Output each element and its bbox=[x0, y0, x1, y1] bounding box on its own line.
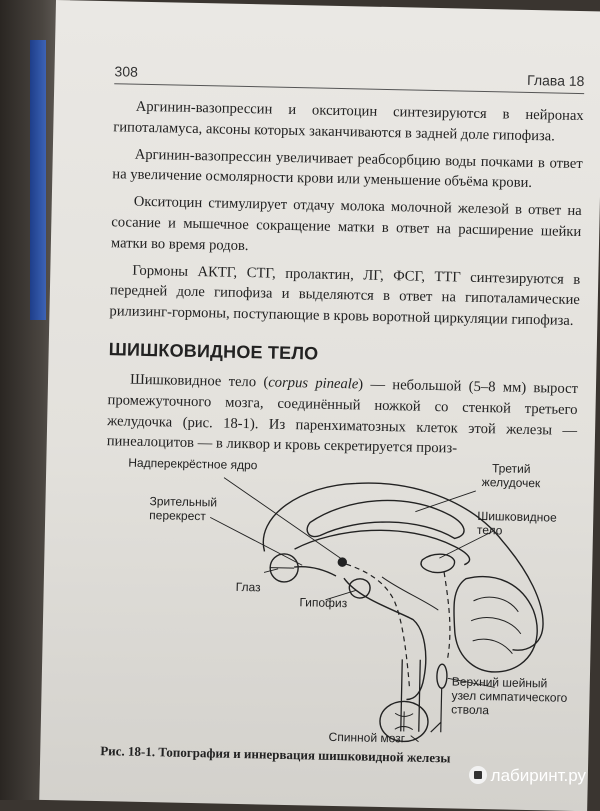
section-title: ШИШКОВИДНОЕ ТЕЛО bbox=[108, 339, 319, 364]
paragraph: Аргинин-вазопрессин и окситоцин синтезируются в нейронах гипоталамуса, аксоны которых заканчиваются в задней доле гипофиза. bbox=[113, 98, 584, 145]
chapter-title: Глава 18 bbox=[526, 71, 585, 90]
superior-cervical-ganglion bbox=[437, 664, 448, 688]
optic-chiasm bbox=[294, 567, 336, 576]
figure-18-1 bbox=[100, 453, 576, 753]
section-paragraph bbox=[107, 369, 579, 462]
label-suprachiasmatic: Надперекрёстное ядро bbox=[128, 455, 258, 473]
paragraph: Гормоны АКТГ, СТГ, пролактин, ЛГ, ФСГ, ТТГ синтезируются в передней доле гипофиза и выделяются в ответ на гипоталамические рилизинг-гормоны, поступающие в кровь воротной циркуляции гипофиза. bbox=[109, 262, 581, 330]
label-ganglion: Верхний шейный узел симпатического ствола bbox=[451, 674, 568, 718]
brain-outline bbox=[261, 481, 546, 651]
label-pineal-body: Шишковидное тело bbox=[476, 508, 557, 538]
third-ventricle-outline bbox=[307, 499, 465, 540]
watermark-text: лабиринт.ру bbox=[490, 766, 586, 785]
pineal-body bbox=[421, 554, 455, 573]
watermark bbox=[469, 766, 586, 786]
pituitary bbox=[349, 579, 370, 598]
page-header bbox=[114, 61, 584, 94]
cerebellum bbox=[453, 576, 539, 673]
latin-term: corpus pineale bbox=[268, 374, 359, 393]
suprachiasmatic-nucleus bbox=[338, 558, 346, 566]
label-spinal-cord: Спинной мозг bbox=[328, 729, 406, 746]
body-text bbox=[109, 96, 584, 338]
book-cover-strip bbox=[30, 40, 46, 320]
paragraph: Аргинин-вазопрессин увеличивает реабсорбцию воды почками в ответ на увеличение осмолярности крови или уменьшение объёма крови. bbox=[112, 146, 583, 192]
paragraph: Окситоцин стимулирует отдачу молока молочной железой в ответ на сосание и мышечное сокращение матки в ответ на расширение шейки матки во время родов. bbox=[110, 193, 582, 254]
paragraph-end: ) — небольшой (5–8 мм) вырост промежуточного мозга, соединённый ножкой со стенкой третьего желудочка (рис. 18-1). Из паренхиматозных клеток этой железы — пинеалоцитов — в ликвор и кровь секретируется произ- bbox=[106, 376, 579, 457]
labirint-logo-icon bbox=[469, 766, 487, 784]
paragraph-start: Шишковидное тело ( bbox=[129, 371, 269, 391]
corpus-callosum bbox=[294, 528, 470, 564]
figure-caption: Рис. 18-1. Топография и иннервация шишковидной железы bbox=[100, 743, 451, 766]
book-page bbox=[39, 0, 600, 811]
label-pituitary: Гипофиз bbox=[299, 595, 348, 611]
label-eye: Глаз bbox=[235, 579, 261, 595]
page-number: 308 bbox=[114, 63, 139, 80]
label-third-ventricle: Третий желудочек bbox=[481, 461, 541, 491]
label-optic-chiasm: Зрительный перекрест bbox=[149, 494, 218, 524]
